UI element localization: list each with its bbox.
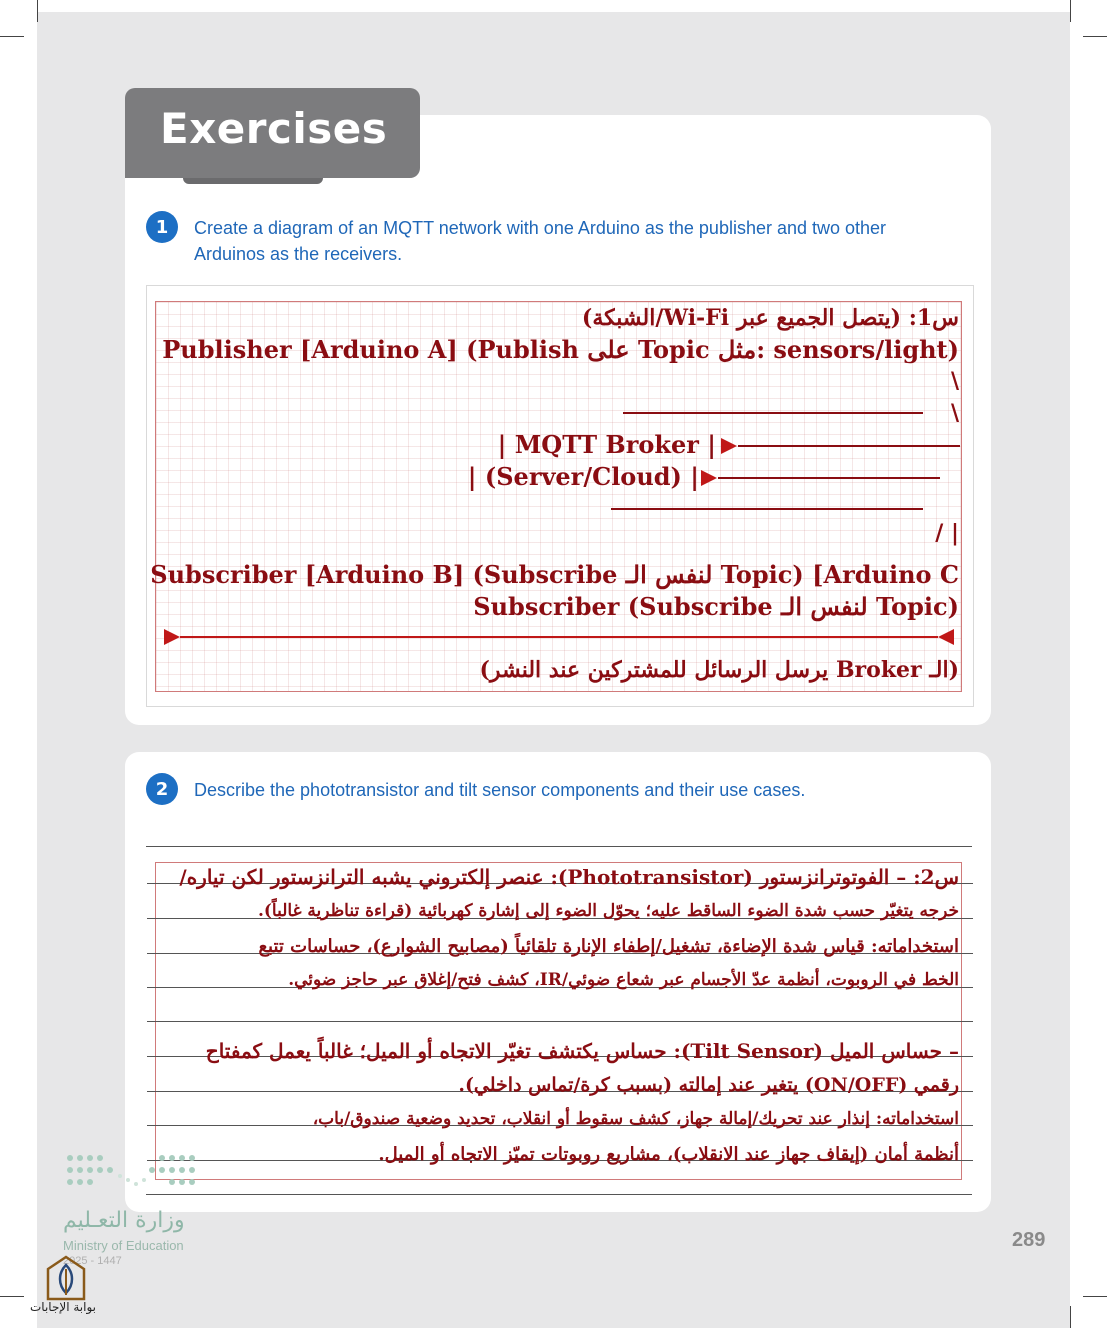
crop-mark bbox=[1070, 0, 1071, 22]
diagram-slash: \ bbox=[950, 368, 959, 394]
diagram-slash: | / bbox=[935, 520, 959, 546]
page-title: Exercises bbox=[160, 104, 388, 153]
ruled-line bbox=[146, 1194, 972, 1195]
arrow-left-marker bbox=[938, 629, 954, 645]
question-1-text bbox=[194, 215, 984, 267]
crop-mark bbox=[0, 1296, 24, 1297]
broadcast-line bbox=[180, 636, 938, 638]
answer-1-line-7: (الـ Broker يرسل الرسائل للمشتركين عند النشر) bbox=[479, 657, 959, 683]
arrow-right-marker bbox=[701, 470, 717, 486]
question-2-text: Describe the phototransistor and tilt sensor components and their use cases. bbox=[194, 780, 806, 800]
subscribe-link bbox=[718, 477, 940, 479]
ministry-name-arabic: وزارة التعـليم bbox=[63, 1208, 185, 1233]
crop-mark bbox=[1083, 36, 1107, 37]
ruled-line bbox=[146, 846, 972, 847]
answers-portal-logo-icon bbox=[44, 1255, 88, 1301]
ministry-logo-icon bbox=[62, 1150, 202, 1200]
answer-1-box bbox=[150, 301, 962, 692]
answer-2-line-5: – حساس الميل (Tilt Sensor): حساس يكتشف تغيّر الاتجاه أو الميل؛ غالباً يعمل كمفتاح bbox=[205, 1039, 959, 1063]
answer-2-line-3: استخداماته: قياس شدة الإضاءة، تشغيل/إطفاء الإنارة تلقائياً (مصابيح الشوارع)، حساسات تتبع bbox=[258, 936, 959, 957]
crop-mark bbox=[1083, 1296, 1107, 1297]
page-number: 289 bbox=[1012, 1229, 1046, 1251]
broker-box-top bbox=[623, 412, 923, 414]
ministry-name-english: Ministry of Education bbox=[63, 1238, 184, 1253]
answer-1-line-2: (sensors/light :مثل Topic على Publish) Publisher [Arduino A] bbox=[162, 335, 959, 364]
answer-1-line-6: (Topic لنفس الـ Subscribe) Subscriber bbox=[473, 592, 959, 621]
answer-2-line-4: الخط في الروبوت، أنظمة عدّ الأجسام عبر شعاع ضوئي/IR، كشف فتح/إغلاق عبر حاجز ضوئي. bbox=[288, 970, 959, 990]
question-2-number: 2 bbox=[146, 773, 178, 805]
answer-2-box bbox=[155, 862, 962, 1180]
arrow-right-marker bbox=[721, 438, 737, 454]
answer-2-line-7: استخداماته: إنذار عند تحريك/إمالة جهاز، كشف سقوط أو انقلاب، تحديد وضعية صندوق/باب، bbox=[312, 1109, 959, 1129]
diagram-slash: \ bbox=[950, 400, 959, 426]
answer-2-line-1: س2: – الفوتوترانزستور (Phototransistor): عنصر إلكتروني يشبه الترانزستور لكن تياره/ bbox=[179, 865, 959, 889]
ministry-year: 2025 - 1447 bbox=[63, 1255, 122, 1267]
answer-2-line-8: أنظمة أمان (إيقاف جهاز عند الانقلاب)، مشاريع روبوتات تميّز الاتجاه أو الميل. bbox=[378, 1144, 959, 1165]
broker-box-bottom bbox=[611, 508, 923, 510]
tab-shadow bbox=[183, 178, 323, 184]
question-1-number: 1 bbox=[146, 211, 178, 243]
watermark-label: بوابة الإجابات bbox=[30, 1300, 97, 1314]
crop-mark bbox=[0, 36, 24, 37]
exercises-header-tab bbox=[125, 88, 420, 178]
answer-1-line-5: Arduino C] (Topic لنفس الـ Subscribe) Subscriber [Arduino B] bbox=[150, 560, 959, 589]
ruled-line bbox=[147, 1021, 973, 1022]
arrow-right-marker bbox=[164, 629, 180, 645]
answer-1-line-1: س1: (يتصل الجميع عبر Wi-Fi/الشبكة) bbox=[581, 305, 959, 331]
publish-link bbox=[738, 445, 960, 447]
crop-mark bbox=[37, 0, 38, 22]
question-1-text-line-2: Arduinos as the receivers. bbox=[194, 244, 403, 264]
crop-mark bbox=[1070, 1306, 1071, 1328]
question-1-text-line-1: Create a diagram of an MQTT network with one Arduino as the publisher and two other bbox=[194, 218, 887, 238]
answer-1-broker: | MQTT Broker | bbox=[497, 430, 716, 459]
answer-2-line-2: خرجه يتغيّر حسب شدة الضوء الساقط عليه؛ يحوّل الضوء إلى إشارة كهربائية (قراءة تناظرية غالباً). bbox=[257, 901, 959, 921]
answer-2-line-6: رقمي (ON/OFF) يتغير عند إمالته (بسبب كرة/تماس داخلي). bbox=[458, 1074, 959, 1096]
answer-1-server: | (Server/Cloud) | bbox=[467, 462, 699, 491]
